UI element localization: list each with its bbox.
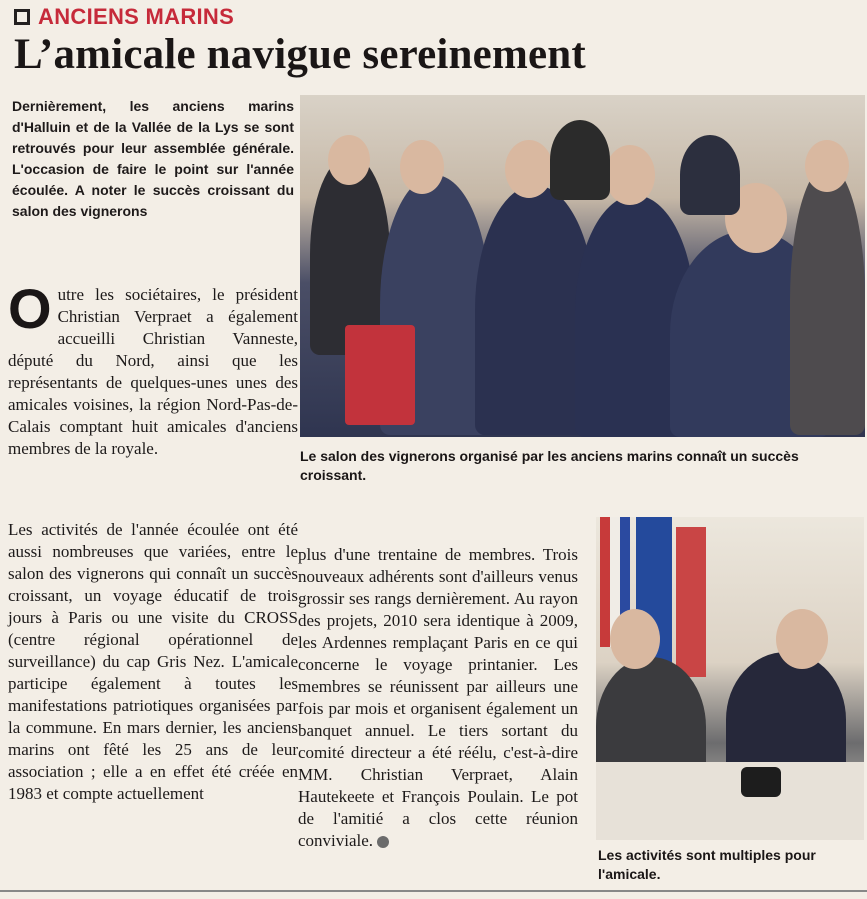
photo-chair <box>345 325 415 425</box>
photo-caption-2: Les activités sont multiples pour l'amicale. <box>598 847 816 882</box>
photo-figure <box>550 120 610 200</box>
page-bottom-rule <box>0 890 867 892</box>
photo-figure <box>790 165 865 435</box>
photo-figure-head <box>605 145 655 205</box>
photo-table <box>596 762 864 840</box>
lead-paragraph: Dernièrement, les anciens marins d'Halluin et de la Vallée de la Lys se sont retrouvés pour leur assemblée générale. L'occasion de faire le point sur l'année écoulée. A noter le succès croissant du salon des vignerons <box>12 98 294 219</box>
rubric-square-icon <box>14 9 30 25</box>
photo-flag <box>676 527 706 677</box>
body-paragraph-3-text: plus d'une trentaine de membres. Trois nouveaux adhérents sont d'ailleurs venus grossir ses rangs dernièrement. Au rayon des projets, 2010 sera identique à 2009, les Ardennes remplaçant Paris en ce qui concerne le voyage printanier. Les membres se réunissent par ailleurs une fois par mois et organisent également un banquet annuel. Le tiers sortant du comité directeur a été réélu, c'est-à-dire MM. Christian Verpraet, Alain Hautekeete et François Poulain. Le pot de l'amitié a clos cette réunion conviviale. <box>298 545 578 850</box>
body-column-1-top <box>8 277 298 460</box>
rubric-label: ANCIENS MARINS <box>38 4 235 29</box>
body-column-2 <box>298 544 578 852</box>
photo-figure-head <box>610 609 660 669</box>
body-paragraph-1: utre les sociétaires, le président Christian Verpraet a également accueilli Christian Vanneste, député du Nord, ainsi que les représentants de quelques-unes unes des amicales voisines, la région Nord-Pas-de-Calais comptant huit amicales d'anciens membres de la royale. <box>8 285 298 458</box>
body-paragraph-3 <box>298 544 578 852</box>
photo-board-members <box>596 517 864 840</box>
body-column-1-bottom <box>8 519 298 805</box>
photo-figure-head <box>776 609 828 669</box>
headline: L’amicale navigue sereinement <box>14 31 586 78</box>
photo-figure-head <box>328 135 370 185</box>
photo-caption-1: Le salon des vignerons organisé par les anciens marins connaît un succès croissant. <box>300 448 799 483</box>
photo-figure <box>680 135 740 215</box>
photo-figure-head <box>505 140 553 198</box>
photo-figure-head <box>805 140 849 192</box>
photo-figure-head <box>400 140 444 194</box>
body-paragraph-2: Les activités de l'année écoulée ont été aussi nombreuses que variées, entre le salon des vignerons qui connaît un succès croissant, un voyage éducatif de trois jours à Paris ou une visite du CROSS (centre régional opérationnel de surveillance) du cap Gris Nez. L'amicale participe également à toutes les manifestations patriotiques organisées par la commune. En mars dernier, les anciens marins ont fêté les 25 ans de leur association ; elle a en effet été créée en 1983 et compte actuellement <box>8 520 298 803</box>
camera-icon <box>741 767 781 797</box>
section-rubric <box>14 4 234 30</box>
photo-assembly-audience <box>300 95 865 437</box>
dropcap: O <box>8 277 52 340</box>
end-of-article-icon <box>377 836 389 848</box>
